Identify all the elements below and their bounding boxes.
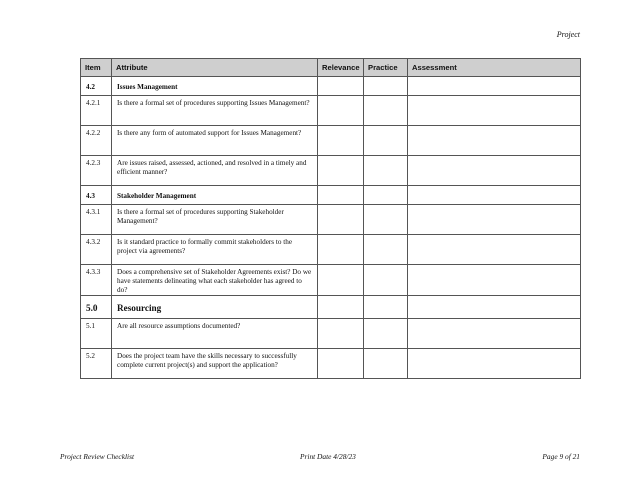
attribute-cell: Does a comprehensive set of Stakeholder Agreements exist? Do we have statements delineating what each stakeholder has agreed to do?	[112, 265, 318, 296]
relevance-cell[interactable]	[318, 235, 364, 265]
item-number-cell: 4.3	[81, 186, 112, 205]
item-number-cell: 4.2.2	[81, 126, 112, 156]
item-number-cell: 4.3.3	[81, 265, 112, 296]
attribute-cell: Resourcing	[112, 296, 318, 319]
table-row	[81, 96, 581, 126]
footer-document-title: Project Review Checklist	[60, 452, 135, 461]
relevance-cell[interactable]	[318, 126, 364, 156]
assessment-cell[interactable]	[408, 96, 581, 126]
relevance-cell[interactable]	[318, 186, 364, 205]
assessment-cell[interactable]	[408, 296, 581, 319]
practice-cell[interactable]	[364, 126, 408, 156]
table-row	[81, 205, 581, 235]
item-number-cell: 4.3.2	[81, 235, 112, 265]
practice-cell[interactable]	[364, 205, 408, 235]
relevance-cell[interactable]	[318, 205, 364, 235]
page-header-title: Project	[556, 30, 580, 39]
item-number-cell: 5.2	[81, 349, 112, 379]
attribute-cell: Is it standard practice to formally commit stakeholders to the project via agreements?	[112, 235, 318, 265]
section-row	[81, 186, 581, 205]
attribute-cell: Are all resource assumptions documented?	[112, 319, 318, 349]
column-header-assessment: Assessment	[408, 59, 581, 77]
column-header-relevance: Relevance	[318, 59, 364, 77]
relevance-cell[interactable]	[318, 156, 364, 186]
item-number-cell: 4.2	[81, 77, 112, 96]
attribute-cell: Stakeholder Management	[112, 186, 318, 205]
assessment-cell[interactable]	[408, 156, 581, 186]
table-row	[81, 156, 581, 186]
table-header-row	[81, 59, 581, 77]
assessment-cell[interactable]	[408, 126, 581, 156]
practice-cell[interactable]	[364, 77, 408, 96]
relevance-cell[interactable]	[318, 265, 364, 296]
relevance-cell[interactable]	[318, 319, 364, 349]
practice-cell[interactable]	[364, 319, 408, 349]
attribute-cell: Is there a formal set of procedures supporting Issues Management?	[112, 96, 318, 126]
practice-cell[interactable]	[364, 349, 408, 379]
attribute-cell: Is there a formal set of procedures supporting Stakeholder Management?	[112, 205, 318, 235]
practice-cell[interactable]	[364, 265, 408, 296]
attribute-cell: Does the project team have the skills necessary to successfully complete current project(s) and support the application?	[112, 349, 318, 379]
attribute-cell: Are issues raised, assessed, actioned, and resolved in a timely and efficient manner?	[112, 156, 318, 186]
assessment-cell[interactable]	[408, 349, 581, 379]
attribute-cell: Is there any form of automated support for Issues Management?	[112, 126, 318, 156]
practice-cell[interactable]	[364, 296, 408, 319]
assessment-cell[interactable]	[408, 235, 581, 265]
item-number-cell: 4.3.1	[81, 205, 112, 235]
assessment-cell[interactable]	[408, 265, 581, 296]
relevance-cell[interactable]	[318, 349, 364, 379]
item-number-cell: 4.2.1	[81, 96, 112, 126]
section-row	[81, 296, 581, 319]
table-row	[81, 319, 581, 349]
table-row	[81, 265, 581, 296]
practice-cell[interactable]	[364, 235, 408, 265]
assessment-cell[interactable]	[408, 77, 581, 96]
practice-cell[interactable]	[364, 96, 408, 126]
item-number-cell: 4.2.3	[81, 156, 112, 186]
attribute-cell: Issues Management	[112, 77, 318, 96]
practice-cell[interactable]	[364, 156, 408, 186]
relevance-cell[interactable]	[318, 96, 364, 126]
column-header-practice: Practice	[364, 59, 408, 77]
assessment-cell[interactable]	[408, 319, 581, 349]
footer-print-date: Print Date 4/28/23	[300, 452, 356, 461]
assessment-cell[interactable]	[408, 205, 581, 235]
checklist-table	[80, 58, 581, 379]
relevance-cell[interactable]	[318, 296, 364, 319]
table-row	[81, 235, 581, 265]
assessment-cell[interactable]	[408, 186, 581, 205]
item-number-cell: 5.0	[81, 296, 112, 319]
relevance-cell[interactable]	[318, 77, 364, 96]
column-header-item: Item	[81, 59, 112, 77]
footer-page-number: Page 9 of 21	[542, 452, 580, 461]
section-row	[81, 77, 581, 96]
table-row	[81, 349, 581, 379]
table-row	[81, 126, 581, 156]
item-number-cell: 5.1	[81, 319, 112, 349]
practice-cell[interactable]	[364, 186, 408, 205]
column-header-attribute: Attribute	[112, 59, 318, 77]
